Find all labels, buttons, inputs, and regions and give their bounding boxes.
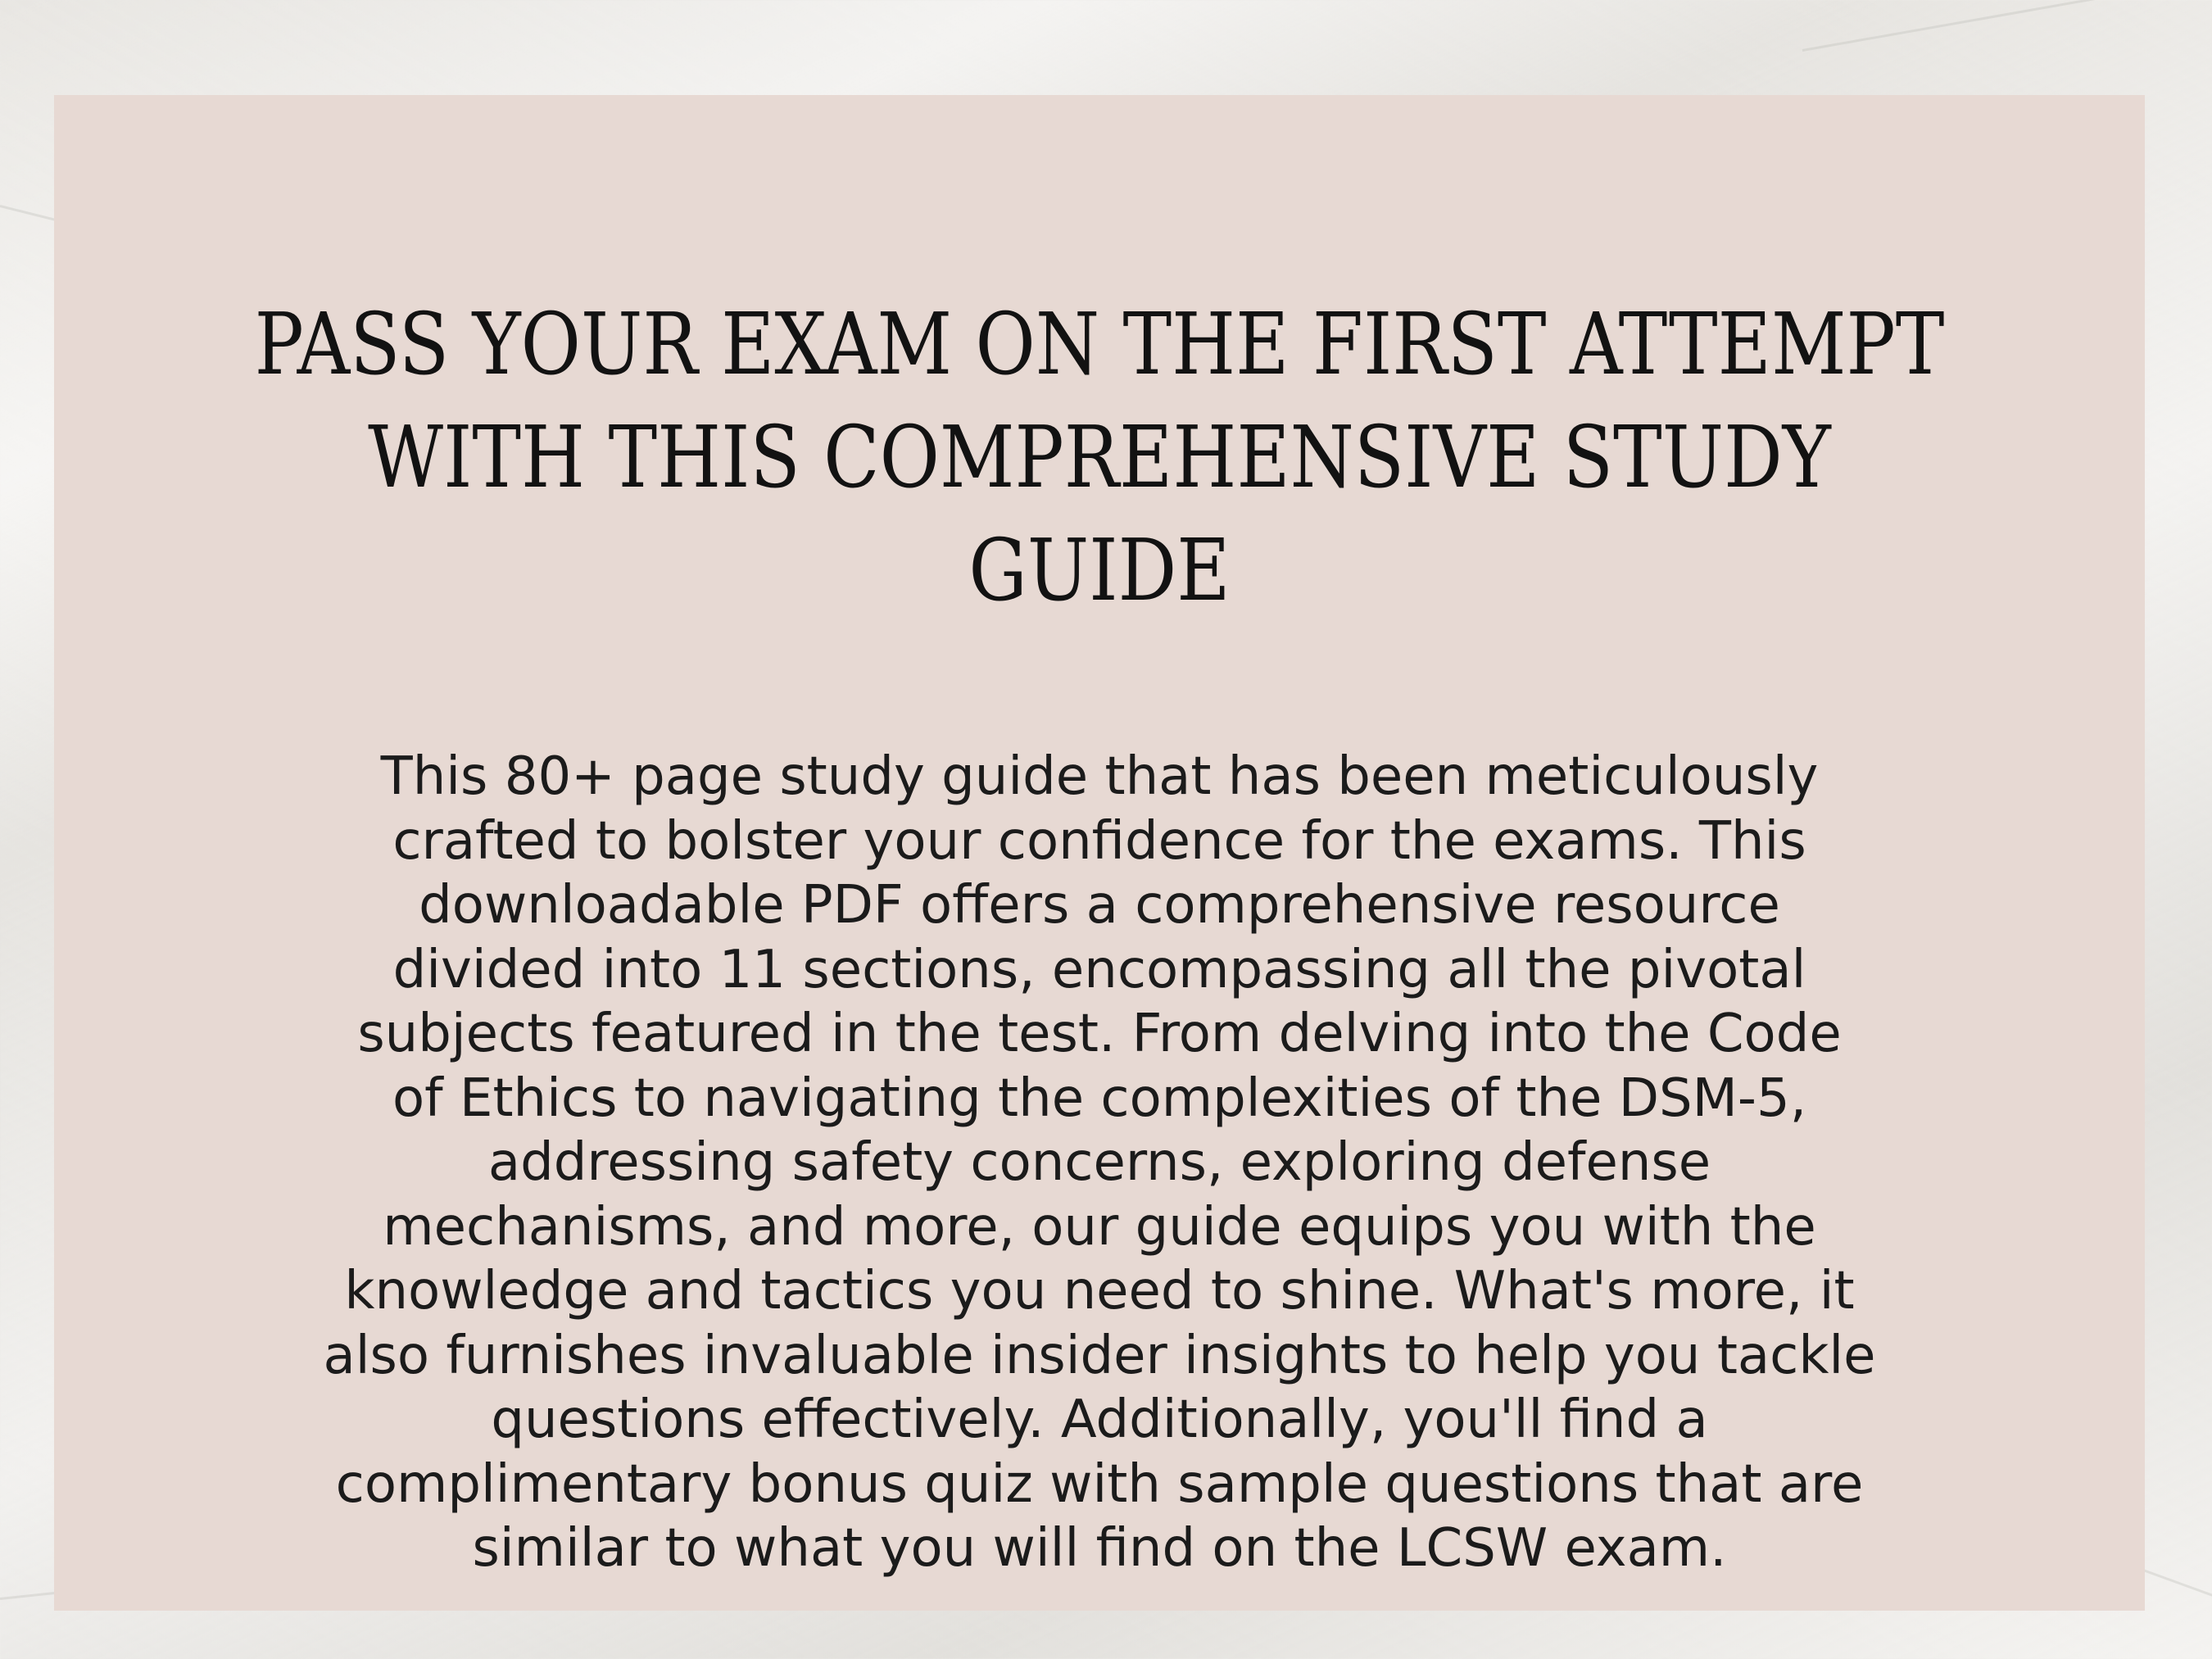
- description-line: knowledge and tactics you need to shine. What's more, it: [344, 1261, 1855, 1321]
- content-panel: [54, 95, 2145, 1611]
- title-line: WITH THIS COMPREHENSIVE STUDY: [368, 407, 1831, 507]
- description-line: downloadable PDF offers a comprehensive resource: [419, 875, 1780, 936]
- title-line: GUIDE: [968, 520, 1231, 620]
- description-line: subjects featured in the test. From delving into the Code: [357, 1004, 1842, 1064]
- description-line: divided into 11 sections, encompassing all the pivotal: [392, 939, 1806, 1000]
- description-line: This 80+ page study guide that has been meticulously: [380, 746, 1819, 807]
- description-line: of Ethics to navigating the complexities of the DSM-5,: [392, 1067, 1807, 1129]
- description-line: crafted to bolster your confidence for the exams. This: [392, 810, 1806, 872]
- marble-vein: [1802, 0, 2212, 52]
- description-line: questions effectively. Additionally, you'll find a: [491, 1389, 1708, 1450]
- description-line: similar to what you will find on the LCSW exam.: [472, 1518, 1727, 1579]
- description-line: also furnishes invaluable insider insights to help you tackle: [323, 1325, 1876, 1386]
- title-line: PASS YOUR EXAM ON THE FIRST ATTEMPT: [254, 294, 1945, 394]
- description-line: mechanisms, and more, our guide equips you with the: [383, 1196, 1816, 1258]
- description-line: complimentary bonus quiz with sample questions that are: [335, 1453, 1864, 1515]
- description-paragraph: [239, 745, 1960, 1581]
- page-title: [201, 288, 1999, 627]
- description-line: addressing safety concerns, exploring defense: [487, 1132, 1711, 1193]
